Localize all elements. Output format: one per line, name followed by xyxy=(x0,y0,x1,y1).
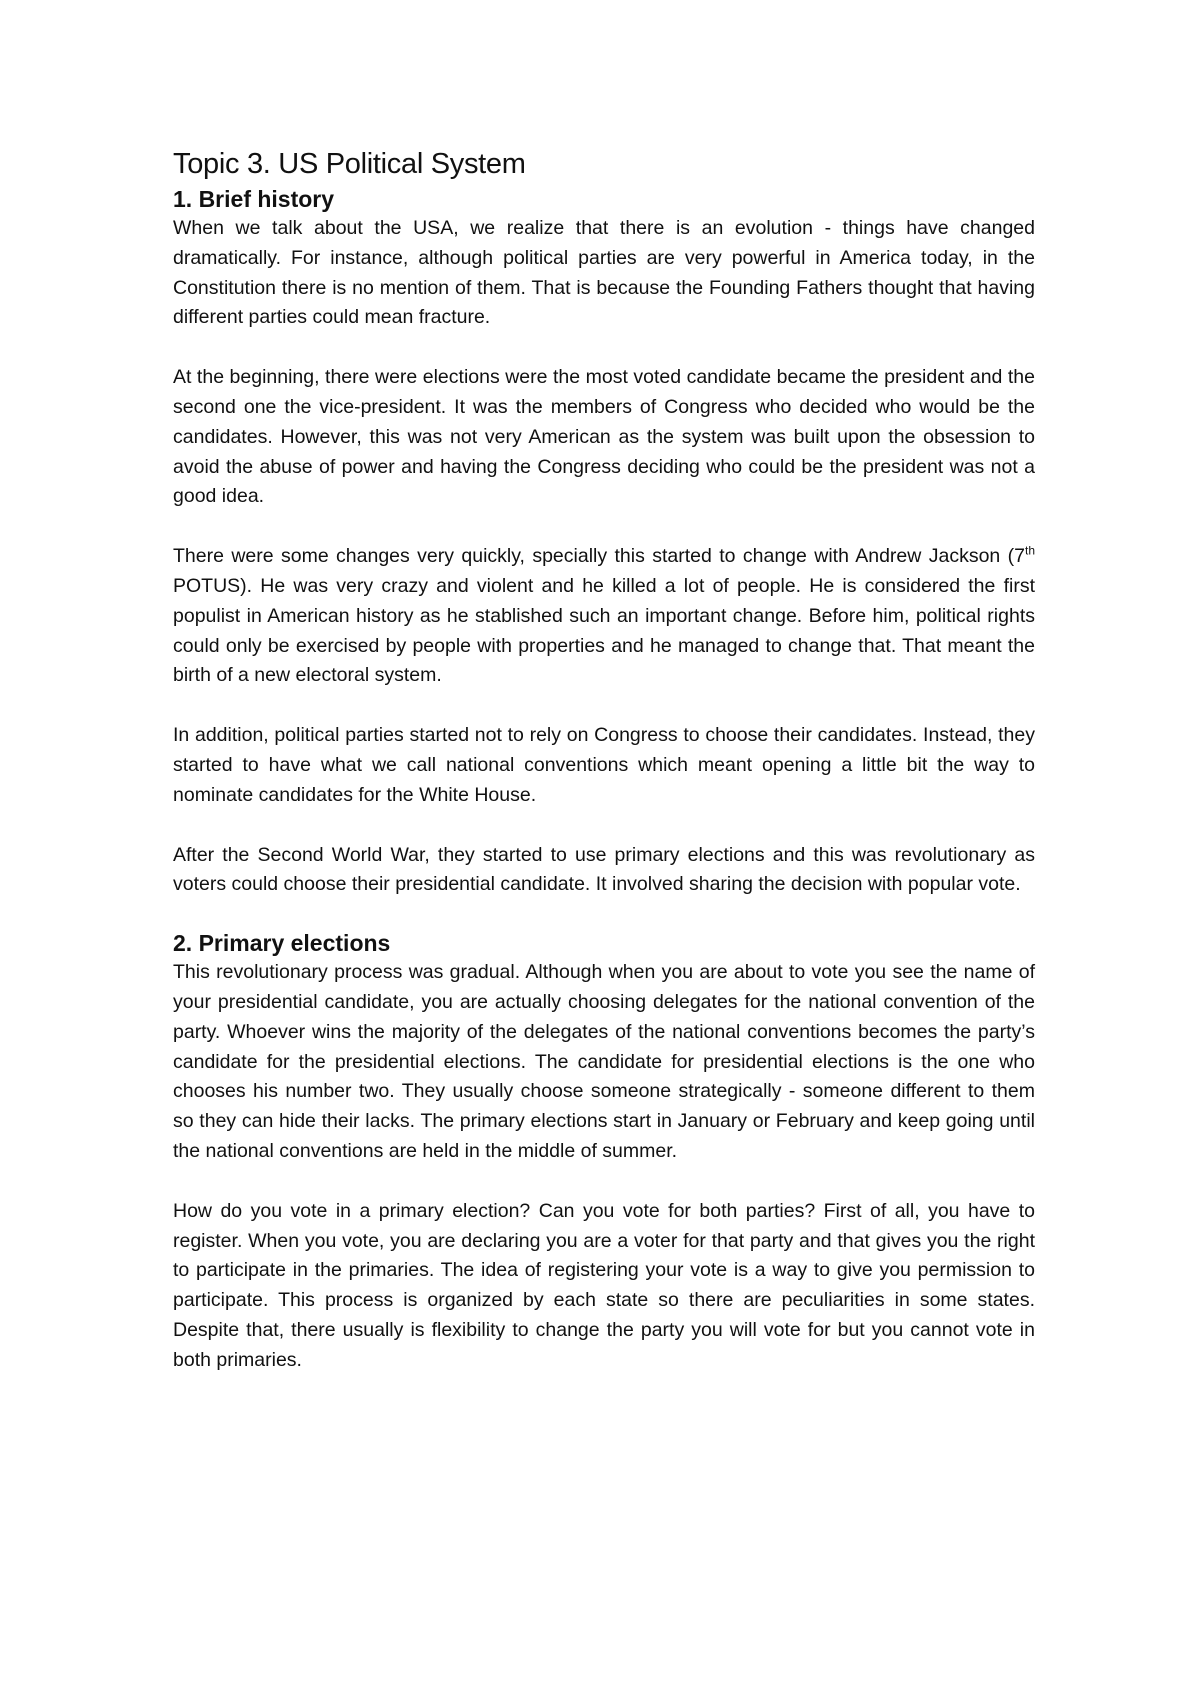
paragraph: At the beginning, there were elections were the most voted candidate became the president and the second one the vice-president. It was the members of Congress who decided who would be the candidates. However, this was not very American as the system was built upon the obsession to avoid the abuse of power and having the Congress deciding who could be the president was not a good idea. xyxy=(173,366,1035,508)
superscript-ordinal: th xyxy=(1024,543,1035,558)
document-title: Topic 3. US Political System xyxy=(173,148,526,180)
paragraph: After the Second World War, they started to use primary elections and this was revolutionary as voters could choose their presidential candidate. It involved sharing the decision with popular vote. xyxy=(173,843,1035,896)
section-heading-primary-elections: 2. Primary elections xyxy=(173,930,391,957)
document-page xyxy=(173,146,1035,1376)
section-body-brief-history xyxy=(173,214,1035,900)
paragraph: How do you vote in a primary election? Can you vote for both parties? First of all, you have to register. When you vote, you are declaring you are a voter for that party and that gives you the right to participate in the primaries. The idea of registering your vote is a way to give you permission to participate. This process is organized by each state so there are peculiarities in some states. Despite that, there usually is flexibility to change the party you will vote for but you cannot vote in both primaries. xyxy=(173,1199,1035,1371)
section-heading-brief-history: 1. Brief history xyxy=(173,186,335,212)
paragraph: In addition, political parties started not to rely on Congress to choose their candidates. Instead, they started to have what we call national conventions which meant opening a little bit the way to nominate candidates for the White House. xyxy=(173,724,1035,806)
paragraph-text: POTUS). He was very crazy and violent and he killed a lot of people. He is considered the first populist in American history as he stablished such an important change. Before him, political rights could only be exercised by people with properties and he managed to change that. That meant the birth of a new electoral system. xyxy=(173,574,1035,687)
paragraph-text: There were some changes very quickly, specially this started to change with Andrew Jackson (7 xyxy=(173,545,1025,568)
paragraph xyxy=(173,542,1035,691)
paragraph: When we talk about the USA, we realize that there is an evolution - things have changed dramatically. For instance, although political parties are very powerful in America today, in the Constitution there is no mention of them. That is because the Founding Fathers thought that having different parties could mean fracture. xyxy=(173,217,1035,329)
paragraph: This revolutionary process was gradual. Although when you are about to vote you see the name of your presidential candidate, you are actually choosing delegates for the national convention of the party. Whoever wins the majority of the delegates of the national conventions becomes the party’s candidate for the presidential elections. The candidate for presidential elections is the one who chooses his number two. They usually choose someone strategically - someone different to them so they can hide their lacks. The primary elections start in January or February and keep going until the national conventions are held in the middle of summer. xyxy=(173,961,1035,1162)
section-body-primary-elections xyxy=(173,958,1035,1375)
